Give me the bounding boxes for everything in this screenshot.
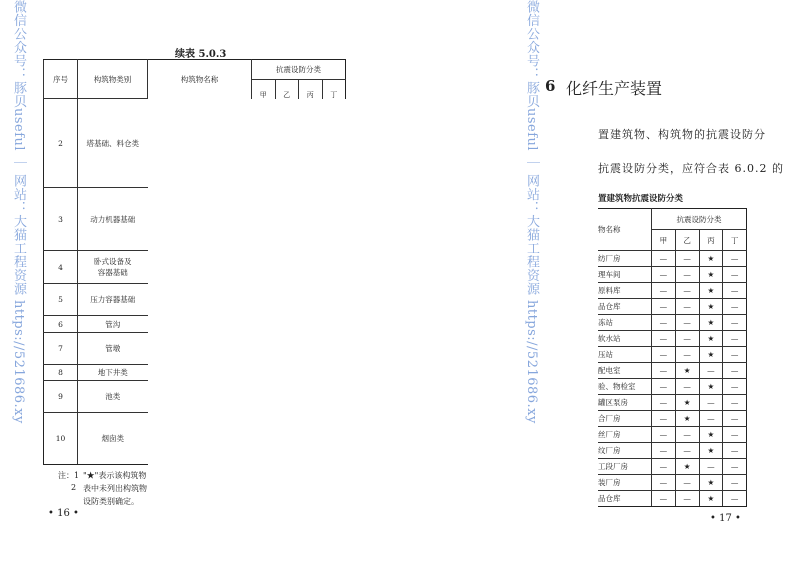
table-row [598,315,747,331]
table-row [598,395,747,411]
dash-mark: — [723,299,747,315]
row-category: 卧式设备及 容器基础 [78,251,148,284]
dash-mark: — [723,347,747,363]
table-row [44,251,346,284]
row-name: 丝厂房 [598,427,652,443]
table-row [598,251,747,267]
page-number-left: • 16 • [48,508,79,519]
row-name: 品仓库 [598,299,652,315]
dash-mark: — [723,443,747,459]
header-category: 构筑物类别 [78,60,148,99]
row-name: 品仓库 [598,491,652,507]
row-no: 10 [44,413,78,465]
table-row [44,333,346,365]
dash-mark: — [675,251,699,267]
section-number: 6 [545,77,556,95]
table-row [598,299,747,315]
star-mark: ★ [699,331,723,347]
dash-mark: — [652,459,676,475]
header-no: 序号 [44,60,78,99]
star-mark: ★ [699,491,723,507]
dash-mark: — [675,267,699,283]
row-no: 3 [44,188,78,251]
dash-mark: — [652,315,676,331]
table-row [598,331,747,347]
table-row [598,475,747,491]
row-name: 软水站 [598,331,652,347]
star-mark: ★ [699,283,723,299]
header-class: 抗震设防分类 [252,60,346,80]
row-category: 烟囱类 [78,413,148,465]
dash-mark: — [675,283,699,299]
table-caption: 置建筑物抗震设防分类 [598,194,684,204]
table-row [44,99,346,188]
header-sub-0: 甲 [252,80,276,99]
header-sub-2: 丙 [699,230,723,251]
dash-mark: — [652,363,676,379]
dash-mark: — [652,299,676,315]
dash-mark: — [723,363,747,379]
dash-mark: — [723,395,747,411]
table-title: 续表 5.0.3 [175,49,227,60]
row-name: 原料库 [598,283,652,299]
table-row [598,411,747,427]
dash-mark: — [723,427,747,443]
row-no: 9 [44,381,78,413]
dash-mark: — [675,315,699,331]
dash-mark: — [652,267,676,283]
row-no: 2 [44,99,78,188]
dash-mark: — [652,347,676,363]
dash-mark: — [675,331,699,347]
header-sub-3: 丁 [723,230,747,251]
note-2-label: 2 [71,483,77,492]
table-row [598,491,747,507]
table-row [598,427,747,443]
left-table [43,59,346,465]
table-row [44,381,346,413]
table-row [598,347,747,363]
dash-mark: — [723,315,747,331]
row-category: 地下井类 [78,365,148,381]
star-mark: ★ [699,347,723,363]
paragraph-line-1: 置建筑物、构筑物的抗震设防分 [598,128,766,141]
row-category: 池类 [78,381,148,413]
dash-mark: — [652,411,676,427]
star-mark: ★ [699,443,723,459]
page-number-right: • 17 • [710,513,741,524]
row-no: 5 [44,284,78,316]
dash-mark: — [652,443,676,459]
row-category: 压力容器基础 [78,284,148,316]
row-name: 合厂房 [598,411,652,427]
header-sub-2: 丙 [299,80,323,99]
table-row [44,316,346,333]
header-sub-3: 丁 [322,80,346,99]
dash-mark: — [723,491,747,507]
star-mark: ★ [699,299,723,315]
row-category: 动力机器基础 [78,188,148,251]
row-no: 6 [44,316,78,333]
dash-mark: — [675,443,699,459]
table-row [598,283,747,299]
row-name: 理车间 [598,267,652,283]
dash-mark: — [652,395,676,411]
star-mark: ★ [699,251,723,267]
note-2: 表中未列出构筑物 [83,484,147,493]
star-mark: ★ [699,427,723,443]
section-heading: 化纤生产装置 [566,79,663,98]
table-row [598,443,747,459]
dash-mark: — [675,379,699,395]
dash-mark: — [652,427,676,443]
row-name: 工段厂房 [598,459,652,475]
note-1: "★"表示该构筑物 [83,471,147,480]
header-name: 物名称 [598,209,652,251]
dash-mark: — [652,379,676,395]
row-name: 纹厂房 [598,443,652,459]
row-category: 管沟 [78,316,148,333]
table-row [44,365,346,381]
note-1-label: 注：1 [58,471,80,480]
table-row [598,459,747,475]
header-sub-1: 乙 [275,80,299,99]
header-class: 抗震设防分类 [652,209,747,230]
dash-mark: — [652,475,676,491]
dash-mark: — [699,459,723,475]
dash-mark: — [723,267,747,283]
dash-mark: — [652,491,676,507]
watermark-right: 微信公众号：豚贝useful ｜ 网站：大猫工程资源 https://521686.xy [524,0,539,424]
dash-mark: — [723,379,747,395]
row-name: 纺厂房 [598,251,652,267]
table-row [44,188,346,251]
dash-mark: — [723,475,747,491]
dash-mark: — [723,459,747,475]
row-name: 装厂房 [598,475,652,491]
table-row [44,284,346,316]
dash-mark: — [699,411,723,427]
dash-mark: — [652,283,676,299]
dash-mark: — [699,363,723,379]
dash-mark: — [723,283,747,299]
row-name: 配电室 [598,363,652,379]
table-row [44,413,346,465]
star-mark: ★ [699,315,723,331]
right-table [598,208,747,507]
star-mark: ★ [675,363,699,379]
dash-mark: — [723,251,747,267]
row-name: 冻站 [598,315,652,331]
dash-mark: — [723,331,747,347]
header-sub-0: 甲 [652,230,676,251]
dash-mark: — [675,475,699,491]
dash-mark: — [723,411,747,427]
star-mark: ★ [675,395,699,411]
dash-mark: — [675,347,699,363]
header-name: 构筑物名称 [148,60,252,99]
watermark-left: 微信公众号：豚贝useful ｜ 网站：大猫工程资源 https://521686.xy [11,0,26,424]
star-mark: ★ [675,411,699,427]
dash-mark: — [652,251,676,267]
row-no: 7 [44,333,78,365]
dash-mark: — [675,491,699,507]
row-name: 罐区泵房 [598,395,652,411]
table-row [598,363,747,379]
table-row [598,379,747,395]
row-category: 管墩 [78,333,148,365]
row-name: 验、物检室 [598,379,652,395]
star-mark: ★ [675,459,699,475]
paragraph-line-2: 抗震设防分类，应符合表 6.0.2 的 [598,162,784,175]
star-mark: ★ [699,475,723,491]
dash-mark: — [675,299,699,315]
star-mark: ★ [699,267,723,283]
star-mark: ★ [699,379,723,395]
note-2-cont: 设防类别确定。 [83,497,139,506]
dash-mark: — [699,395,723,411]
row-name: 压站 [598,347,652,363]
header-sub-1: 乙 [675,230,699,251]
table-row [598,267,747,283]
row-no: 8 [44,365,78,381]
row-category: 塔基础、料仓类 [78,99,148,188]
row-no: 4 [44,251,78,284]
dash-mark: — [652,331,676,347]
dash-mark: — [675,427,699,443]
